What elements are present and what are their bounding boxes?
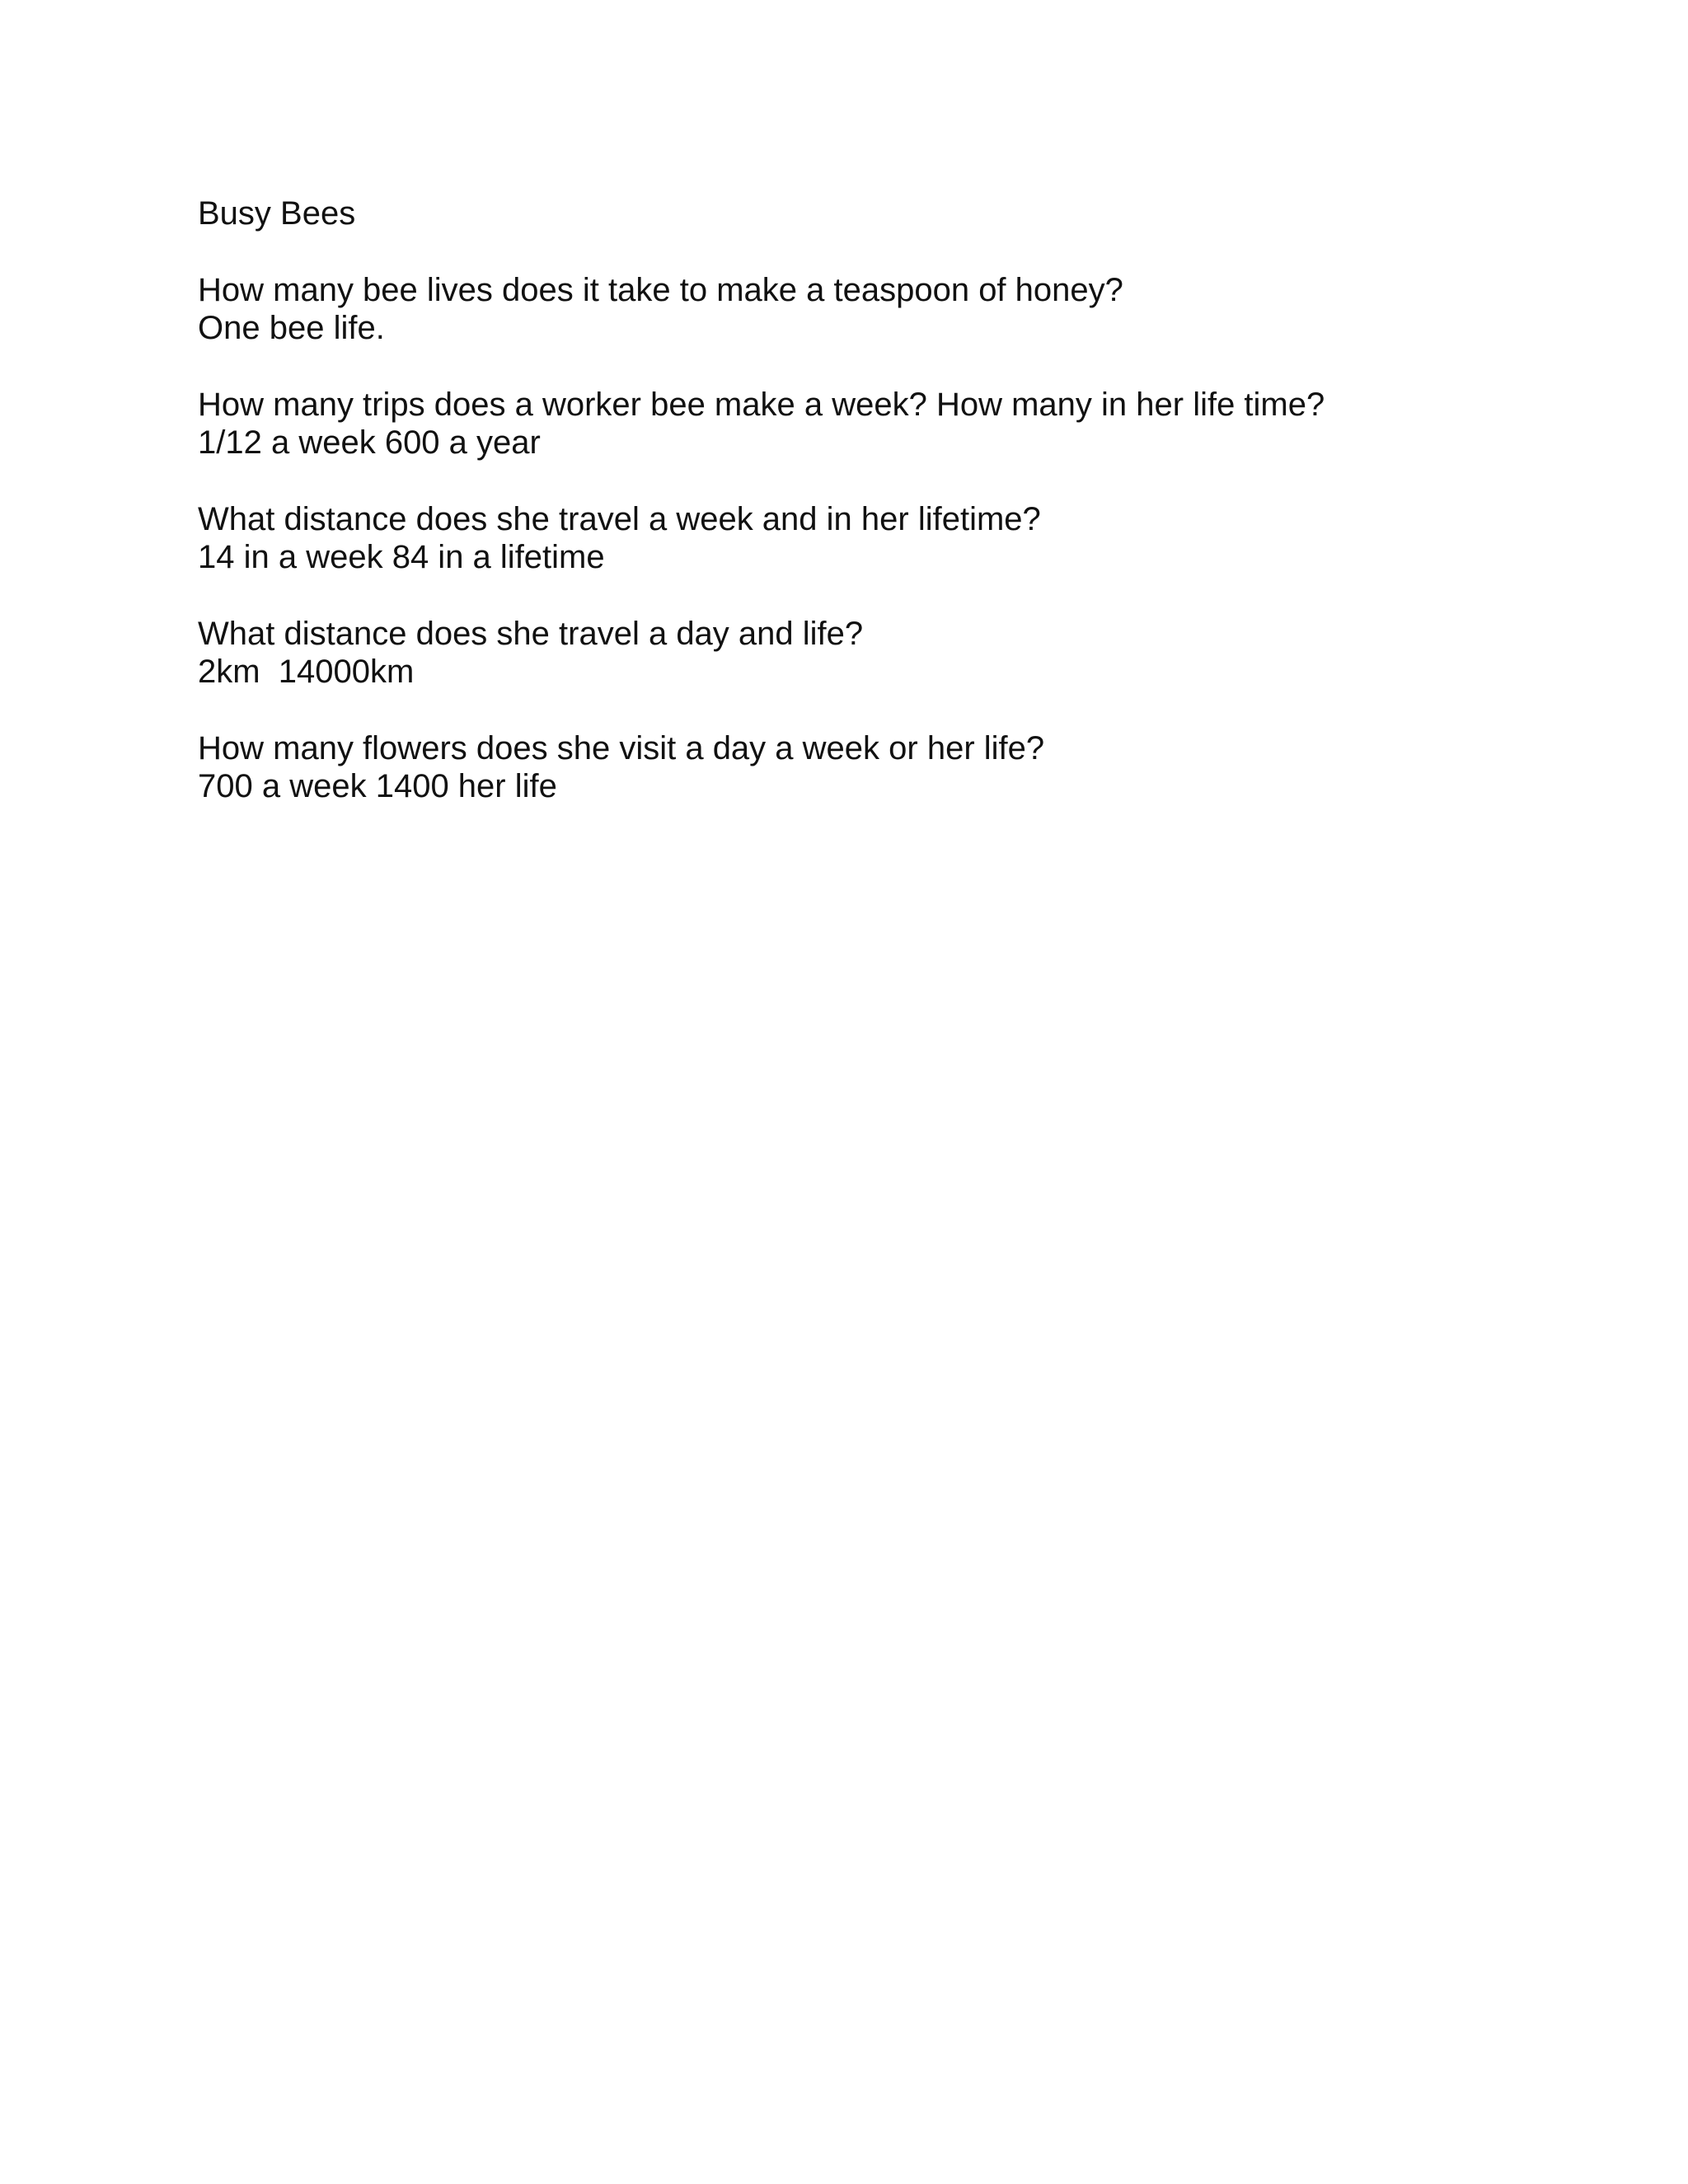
- qa-item: [198, 386, 1599, 462]
- qa-item: [198, 271, 1599, 347]
- answer-text: 1/12 a week 600 a year: [198, 424, 541, 461]
- answer-text: One bee life.: [198, 310, 385, 346]
- answer-text: 2km 14000km: [198, 654, 415, 690]
- answer-text: 14 in a week 84 in a lifetime: [198, 539, 605, 575]
- document-title: Busy Bees: [198, 195, 356, 232]
- question-text: What distance does she travel a week and in her lifetime?: [198, 501, 1041, 537]
- answer-text: 700 a week 1400 her life: [198, 768, 557, 804]
- question-text: How many trips does a worker bee make a week? How many in her life time?: [198, 387, 1325, 423]
- qa-item: [198, 500, 1599, 576]
- question-text: How many flowers does she visit a day a week or her life?: [198, 730, 1045, 766]
- qa-item: [198, 615, 1599, 691]
- qa-item: [198, 729, 1599, 805]
- document-body: [198, 194, 1599, 805]
- question-text: What distance does she travel a day and life?: [198, 616, 864, 652]
- question-text: How many bee lives does it take to make a teaspoon of honey?: [198, 272, 1123, 308]
